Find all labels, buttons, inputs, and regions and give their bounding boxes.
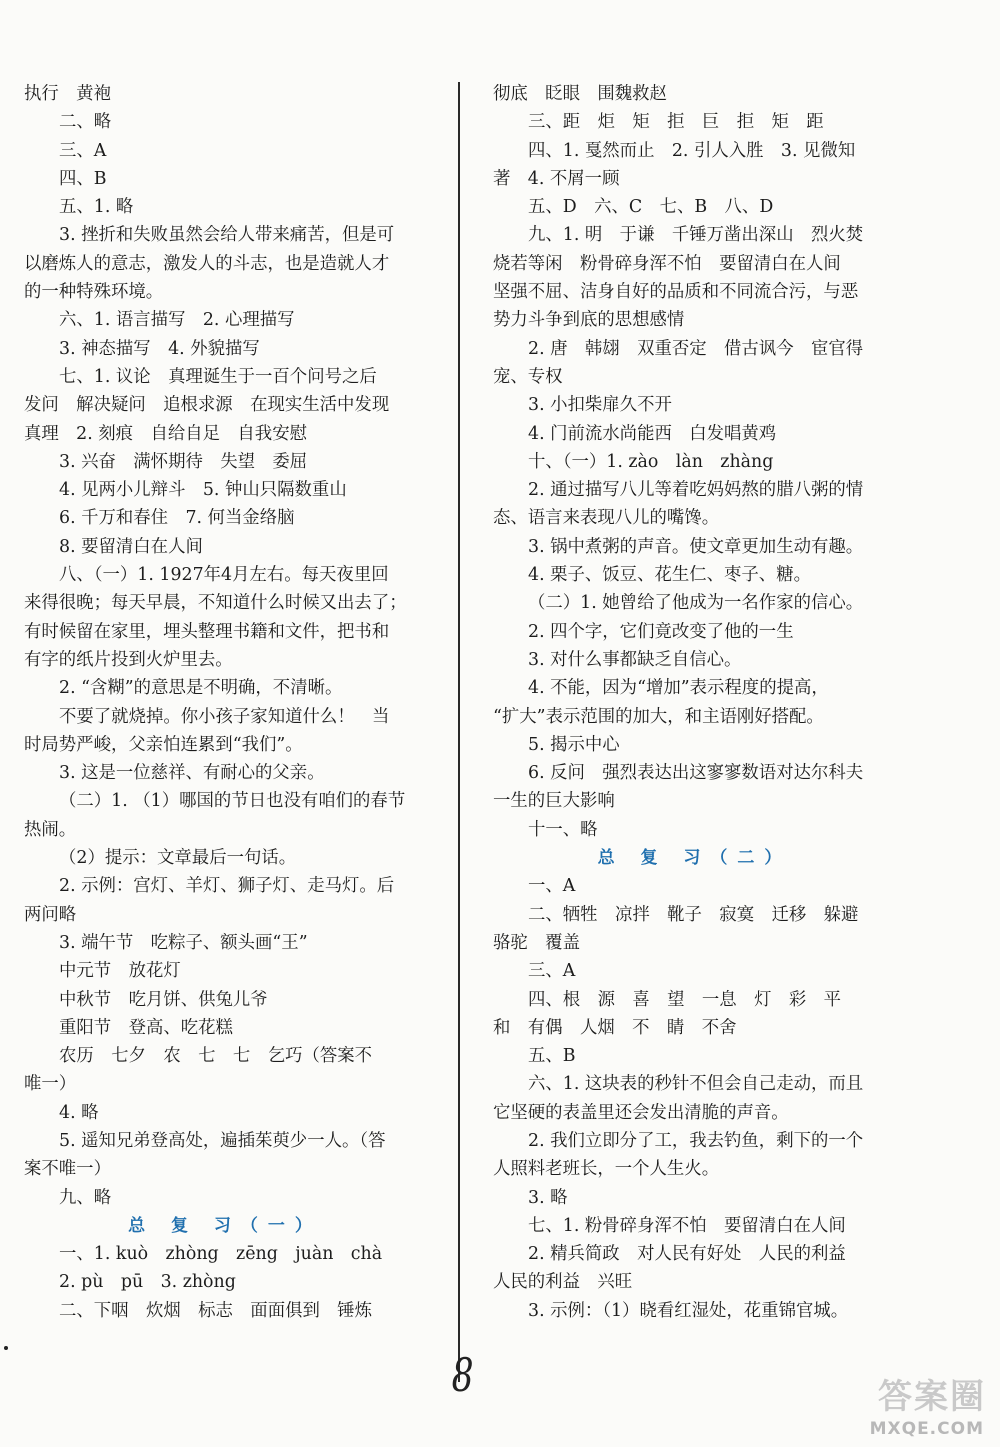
answer-line: 4. 见两小儿辩斗 5. 钟山只隔数重山: [59, 480, 347, 501]
answer-line: 二、下咽 炊烟 标志 面面俱到 锤炼: [59, 1300, 373, 1321]
answer-line: （二）1. （1）哪国的节日也没有咱们的春节: [59, 791, 406, 812]
answer-line: 和 有偶 人烟 不 睛 不舍: [493, 1017, 737, 1038]
answer-line: 三、A: [528, 961, 576, 982]
answer-line: 4. 略: [59, 1102, 99, 1123]
answer-line: 不要了就烧掉。你小孩子家知道什么！ 当: [59, 706, 390, 727]
answer-line: 重阳节 登高、吃花糕: [59, 1017, 233, 1038]
answer-line: 五、B: [528, 1046, 576, 1067]
answer-line: 四、根 源 喜 望 一息 灯 彩 平: [528, 989, 842, 1010]
answer-line: 一、1. kuò zhòng zēng juàn chà: [59, 1244, 383, 1265]
answer-line: 2. 示例：宫灯、羊灯、狮子灯、走马灯。后: [59, 876, 395, 897]
answer-line: 态、语言来表现八儿的嘴馋。: [493, 508, 720, 529]
answer-line: 2. 我们立即分了工，我去钓鱼，剩下的一个: [528, 1130, 864, 1151]
answer-line: 5. 揭示中心: [528, 734, 620, 755]
answer-line: 发问 解决疑问 追根求源 在现实生活中发现: [24, 395, 390, 416]
answer-line: 3. 神态描写 4. 外貌描写: [59, 338, 260, 359]
answer-line: 彻底 眨眼 围魏救赵: [493, 84, 667, 104]
watermark: [826, 1369, 986, 1439]
answer-line: 五、D 六、C 七、B 八、D: [528, 197, 774, 218]
answer-line: 以磨炼人的意志，激发人的斗志，也是造就人才: [24, 253, 390, 274]
answer-line: 三、A: [59, 140, 107, 161]
answer-line: 4. 栗子、饭豆、花生仁、枣子、糖。: [528, 565, 811, 586]
answer-line: 3. 兴奋 满怀期待 失望 委屈: [59, 451, 308, 472]
answer-line: 二、牺牲 凉拌 靴子 寂寞 迁移 躲避: [528, 904, 859, 925]
watermark-url: MXQE.COM: [869, 1419, 984, 1439]
answer-line: 的一种特殊环境。: [24, 282, 164, 303]
answer-line: 骆驼 覆盖: [493, 932, 580, 953]
answer-line: 8. 要留清白在人间: [59, 536, 203, 557]
answer-line: 3. 示例：（1）晓看红湿处，花重锦官城。: [528, 1300, 849, 1321]
answer-line: 4. 门前流水尚能西 白发唱黄鸡: [528, 423, 777, 444]
answer-line: （二）1. 她曾给了他成为一名作家的信心。: [528, 593, 864, 614]
answer-line: 六、1. 语言描写 2. 心理描写: [59, 310, 295, 331]
answer-line: 有字的纸片投到火炉里去。: [24, 649, 233, 670]
answer-line: 三、距 炬 矩 拒 巨 拒 矩 距: [528, 112, 824, 133]
answer-line: 3. 对什么事都缺乏自信心。: [528, 649, 742, 670]
answer-line: 2. “含糊”的意思是不明确，不清晰。: [59, 678, 343, 699]
answer-line: 六、1. 这块表的秒针不但会自己走动，而且: [528, 1074, 864, 1095]
answer-line: 案不唯一）: [24, 1159, 111, 1180]
right-column: [493, 80, 896, 1325]
answer-line: 3. 挫折和失败虽然会给人带来痛苦，但是可: [59, 225, 395, 246]
answer-line: 两问略: [24, 904, 77, 925]
column-divider: [458, 82, 460, 1382]
answer-line: 2. 精兵简政 对人民有好处 人民的利益: [528, 1244, 846, 1265]
answer-line: 人照料老班长，一个人生火。: [493, 1159, 720, 1180]
answer-line: 七、1. 议论 真理诞生于一百个问号之后: [59, 366, 377, 387]
answer-line: 3. 这是一位慈祥、有耐心的父亲。: [59, 763, 325, 784]
answer-line: 中元节 放花灯: [59, 961, 181, 982]
answer-line: 十、（一）1. zào làn zhàng: [528, 451, 774, 472]
answer-line: 八、（一）1. 1927年4月左右。每天夜里回: [59, 565, 389, 586]
answer-line: 十一、略: [528, 819, 598, 840]
answer-line: 一、A: [528, 876, 576, 897]
answer-line: 2. 通过描写八儿等着吃妈妈熬的腊八粥的情: [528, 480, 864, 501]
answer-line: 五、1. 略: [59, 197, 134, 218]
answer-line: 6. 反问 强烈表达出这寥寥数语对达尔科夫: [528, 763, 864, 784]
answer-line: 一生的巨大影响: [493, 791, 615, 812]
answer-line: “扩大”表示范围的加大，和主语刚好搭配。: [493, 706, 824, 727]
answer-line: 有时候留在家里，埋头整理书籍和文件，把书和: [24, 621, 390, 642]
answer-line: 著 4. 不屑一顾: [493, 168, 620, 189]
page-number: 8: [451, 1348, 474, 1402]
left-column: [24, 80, 426, 1325]
answer-line: 3. 略: [528, 1187, 568, 1208]
answer-line: 宠、专权: [493, 366, 563, 387]
section-heading: 总 复 习（一）: [128, 1215, 322, 1236]
answer-line: 人民的利益 兴旺: [493, 1272, 633, 1293]
answer-line: 四、1. 戛然而止 2. 引人入胜 3. 见微知: [528, 140, 856, 161]
answer-line: 热闹。: [24, 819, 77, 840]
answer-line: 中秋节 吃月饼、供兔儿爷: [59, 989, 268, 1010]
answer-line: 来得很晚；每天早晨，不知道什么时候又出去了；: [24, 593, 407, 614]
answer-line: 二、略: [59, 112, 112, 133]
answer-line: 它坚硬的表盖里还会发出清脆的声音。: [493, 1102, 789, 1123]
answer-line: 势力斗争到底的思想感情: [493, 310, 685, 331]
answer-line: 6. 千万和春住 7. 何当金络脑: [59, 508, 295, 529]
watermark-logo: 答案圈: [878, 1377, 986, 1417]
answer-line: 坚强不屈、洁身自好的品质和不同流合污，与恶: [493, 282, 859, 303]
answer-line: 烧若等闲 粉骨碎身浑不怕 要留清白在人间: [493, 253, 841, 274]
answer-line: 4. 不能，因为“增加”表示程度的提高，: [528, 678, 829, 699]
answer-line: 农历 七夕 农 七 七 乞巧（答案不: [59, 1046, 373, 1067]
answer-line: 执行 黄袍: [24, 84, 111, 104]
answer-line: 九、略: [59, 1187, 112, 1208]
answer-line: 5. 遥知兄弟登高处，遍插茱萸少一人。（答: [59, 1130, 386, 1151]
answer-line: 3. 锅中煮粥的声音。使文章更加生动有趣。: [528, 536, 864, 557]
answer-line: 2. pù pū 3. zhòng: [59, 1272, 236, 1293]
scan-speck: [4, 1346, 8, 1350]
answer-line: 3. 小扣柴扉久不开: [528, 395, 672, 416]
answer-line: 四、B: [59, 168, 107, 189]
section-heading: 总 复 习（二）: [597, 848, 792, 869]
answer-line: 2. 唐 韩翃 双重否定 借古讽今 宦官得: [528, 338, 864, 359]
answer-line: 3. 端午节 吃粽子、额头画“王”: [59, 932, 308, 953]
answer-line: 唯一）: [24, 1074, 77, 1095]
answer-line: 七、1. 粉骨碎身浑不怕 要留清白在人间: [528, 1215, 846, 1236]
answer-line: 时局势严峻，父亲怕连累到“我们”。: [24, 734, 303, 755]
answer-line: 2. 四个字，它们竟改变了他的一生: [528, 621, 794, 642]
answer-line: （2）提示：文章最后一句话。: [59, 848, 297, 869]
answer-line: 真理 2. 刻痕 自给自足 自我安慰: [24, 423, 307, 444]
answer-line: 九、1. 明 于谦 千锤万凿出深山 烈火焚: [528, 225, 864, 246]
